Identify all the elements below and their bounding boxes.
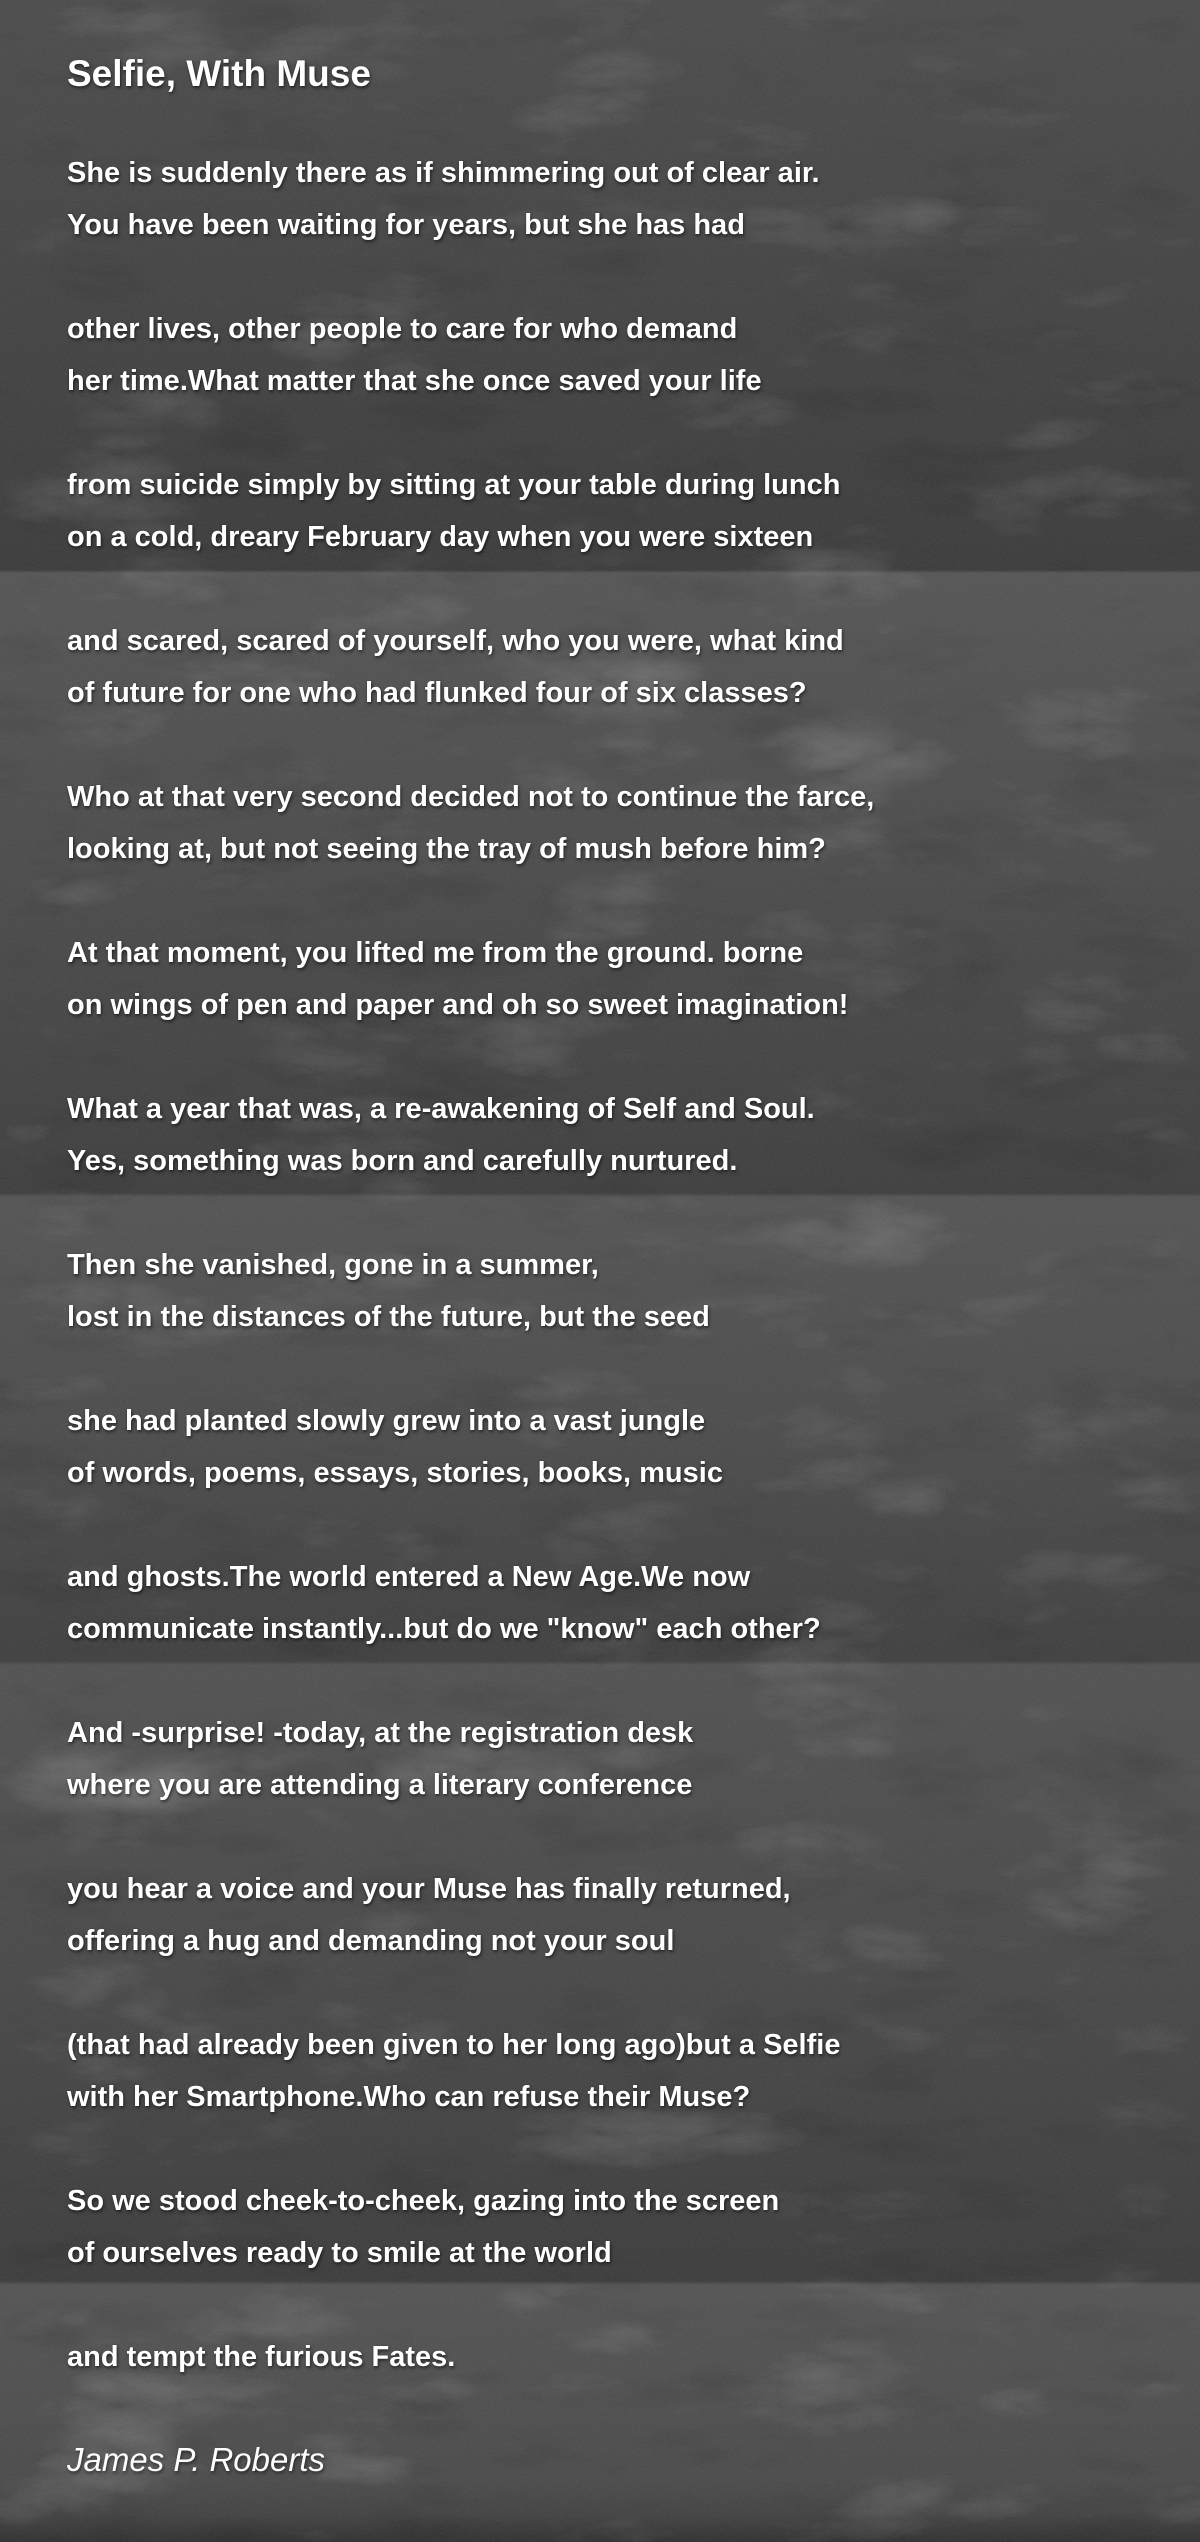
poem-line: and tempt the furious Fates. <box>67 2341 456 2373</box>
poem-line: from suicide simply by sitting at your table during lunch <box>67 469 841 501</box>
poem-line: communicate instantly...but do we "know" each other? <box>67 1613 821 1645</box>
poem-line: Then she vanished, gone in a summer, <box>67 1249 599 1281</box>
poem-line: other lives, other people to care for who demand <box>67 313 738 345</box>
poem-stanza <box>67 459 1140 563</box>
poem-line: Who at that very second decided not to continue the farce, <box>67 781 875 813</box>
poem-line: She is suddenly there as if shimmering out of clear air. <box>67 157 820 189</box>
poem-stanza <box>67 147 1140 251</box>
poem-line: looking at, but not seeing the tray of mush before him? <box>67 833 826 865</box>
poem-line: on a cold, dreary February day when you were sixteen <box>67 521 814 553</box>
poem-line: she had planted slowly grew into a vast jungle <box>67 1405 706 1437</box>
poem-line: (that had already been given to her long ago)but a Selfie <box>67 2029 841 2061</box>
poem-stanza <box>67 303 1140 407</box>
poem-stanza <box>67 1551 1140 1655</box>
poem-line: and ghosts.The world entered a New Age.We now <box>67 1561 751 1593</box>
poem-line: What a year that was, a re-awakening of Self and Soul. <box>67 1093 815 1125</box>
poem-title: Selfie, With Muse <box>67 53 371 94</box>
poem-stanza <box>67 2331 1140 2383</box>
poem-line: And -surprise! -today, at the registration desk <box>67 1717 694 1749</box>
poem-line: her time.What matter that she once saved your life <box>67 365 762 397</box>
poem-line: You have been waiting for years, but she has had <box>67 209 745 241</box>
poem-line: you hear a voice and your Muse has finally returned, <box>67 1873 791 1905</box>
poem-stanza <box>67 1395 1140 1499</box>
poem-stanza <box>67 1863 1140 1967</box>
poem-stanza <box>67 1083 1140 1187</box>
poem-line: where you are attending a literary conference <box>67 1769 693 1801</box>
poem-stanza <box>67 2175 1140 2279</box>
poem-line: lost in the distances of the future, but the seed <box>67 1301 710 1333</box>
poem-line: At that moment, you lifted me from the ground. borne <box>67 937 804 969</box>
poem-stanza <box>67 927 1140 1031</box>
poem-line: offering a hug and demanding not your soul <box>67 1925 675 1957</box>
poem-author: James P. Roberts <box>67 2441 326 2478</box>
poem-line: Yes, something was born and carefully nurtured. <box>67 1145 738 1177</box>
poem-line: with her Smartphone.Who can refuse their Muse? <box>67 2081 751 2113</box>
poem-stanza <box>67 1707 1140 1811</box>
poem-stanza <box>67 2019 1140 2123</box>
poem-line: of future for one who had flunked four of six classes? <box>67 677 807 709</box>
poem-line: on wings of pen and paper and oh so sweet imagination! <box>67 989 849 1021</box>
poem-stanza <box>67 615 1140 719</box>
poem-stanza <box>67 1239 1140 1343</box>
poem-line: of words, poems, essays, stories, books, music <box>67 1457 723 1489</box>
poem-line: of ourselves ready to smile at the world <box>67 2237 612 2269</box>
poem-line: So we stood cheek-to-cheek, gazing into the screen <box>67 2185 780 2217</box>
poem-line: and scared, scared of yourself, who you were, what kind <box>67 625 844 657</box>
poem-stanza <box>67 771 1140 875</box>
